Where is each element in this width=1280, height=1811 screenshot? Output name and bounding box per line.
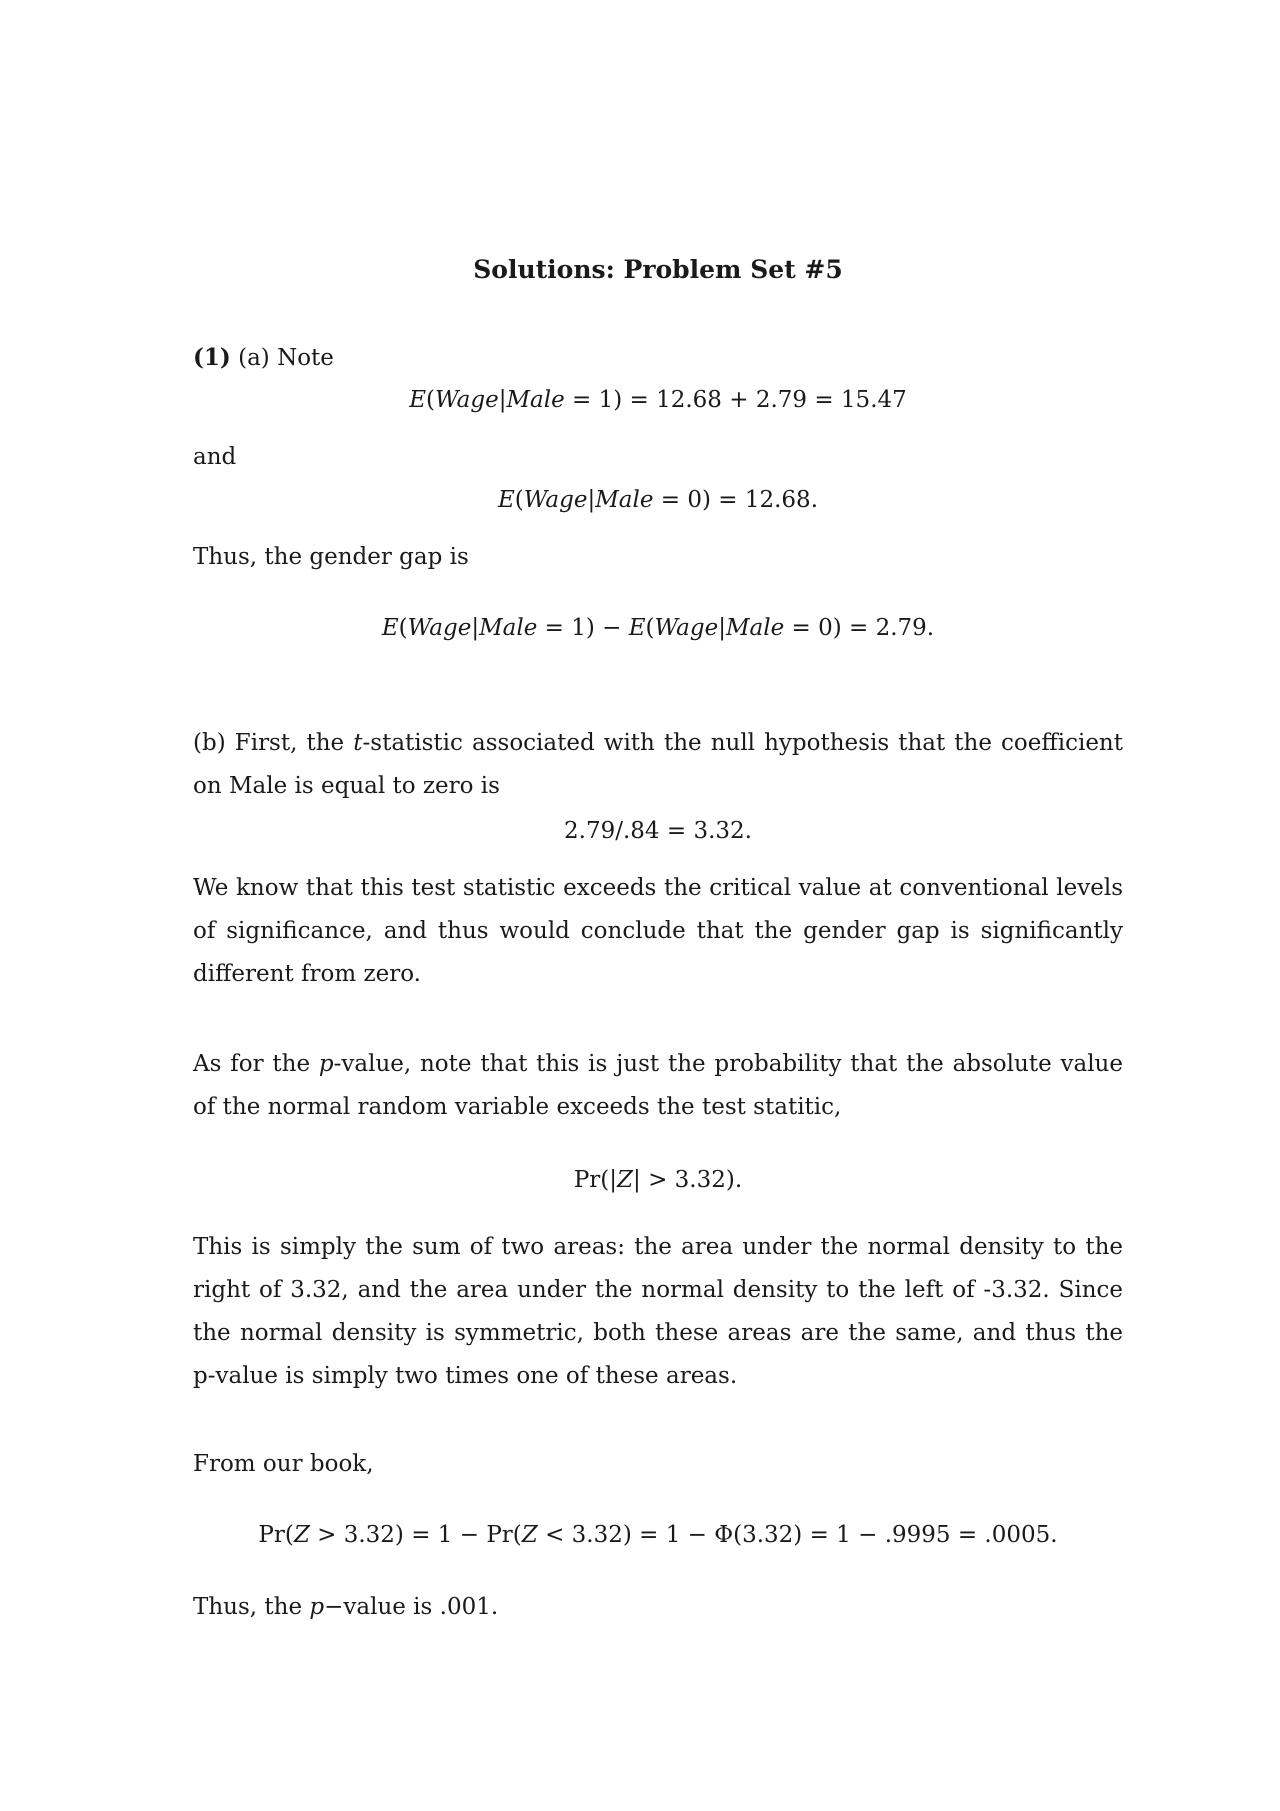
part-b-paragraph: (b) First, the t-statistic associated with the null hypothesis that the coefficient on Male is equal to zero is — [193, 730, 1123, 799]
significance-paragraph: We know that this test statistic exceeds the critical value at conventional levels of significance, and thus would conclude that the gender gap is significantly different from zero. — [193, 875, 1123, 987]
equation-probability: Pr(|Z| > 3.32). — [573, 1167, 743, 1193]
conclusion-text: Thus, the p−value is .001. — [193, 1594, 499, 1620]
equation-gender-gap: E(Wage|Male = 1) − E(Wage|Male = 0) = 2.79. — [381, 615, 935, 641]
areas-paragraph: This is simply the sum of two areas: the area under the normal density to the right of 3.32, and the area under the normal density to the left of -3.32. Since the normal density is symmetric, both these areas are the same, and thus the p-value is simply two times one of these areas. — [193, 1234, 1123, 1389]
from-book-text: From our book, — [193, 1451, 374, 1477]
and-text: and — [193, 444, 237, 470]
page-title: Solutions: Problem Set #5 — [473, 255, 843, 284]
equation-male-0: E(Wage|Male = 0) = 12.68. — [497, 487, 819, 513]
p-value-paragraph: As for the p-value, note that this is just the probability that the absolute value of the normal random variable exceeds the test statitic, — [193, 1051, 1123, 1120]
part-a-label: (a) Note — [238, 345, 334, 371]
question-number: (1) — [193, 344, 231, 371]
gender-gap-intro: Thus, the gender gap is — [193, 544, 469, 570]
equation-normal-cdf: Pr(Z > 3.32) = 1 − Pr(Z < 3.32) = 1 − Φ(3.32) = 1 − .9995 = .0005. — [258, 1522, 1058, 1548]
equation-male-1: E(Wage|Male = 1) = 12.68 + 2.79 = 15.47 — [409, 387, 907, 413]
equation-t-statistic: 2.79/.84 = 3.32. — [564, 818, 752, 844]
question-1a-intro — [193, 336, 1123, 380]
